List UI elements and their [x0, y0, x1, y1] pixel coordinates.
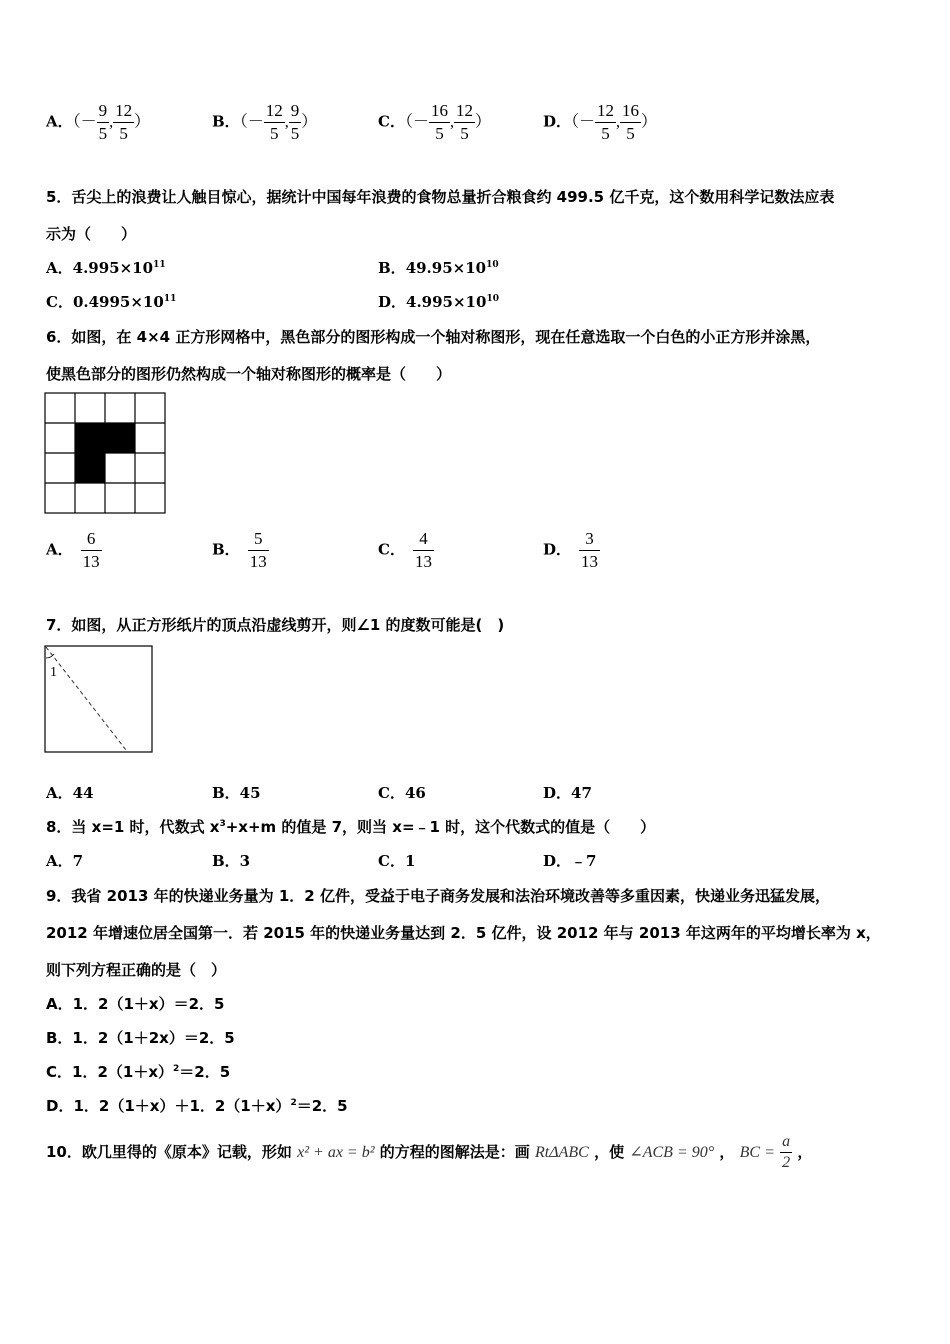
q4-option-c: C．（－ $\frac{16}{5}$ , $\frac{12}{5}$ ）: [378, 101, 491, 143]
q8-option-a: A．7: [46, 852, 84, 870]
fraction: $\frac{16}{5}$: [622, 101, 640, 143]
q7-option-b: B．45: [212, 784, 261, 802]
q4-option-a: A．（－ $\frac{9}{5}$ , $\frac{12}{5}$ ）: [46, 101, 151, 143]
square-paper-figure: [44, 645, 154, 755]
q5-stem-line1: 5．舌尖上的浪费让人触目惊心，据统计中国每年浪费的食物总量折合粮食约 499.5 亿千克，这个数用科学记数法应表: [46, 188, 835, 206]
q5-stem-line2: 示为（ ）: [46, 225, 137, 243]
fraction: $\frac{12}{5}$: [597, 101, 615, 143]
q5-option-c: C．$0.4995\times 10^{11}$: [46, 293, 177, 311]
fraction: $\frac{5}{13}$: [249, 529, 267, 571]
q5-option-a: A．$4.995\times 10^{11}$: [46, 259, 166, 277]
q7-stem: 7．如图，从正方形纸片的顶点沿虚线剪开，则∠1 的度数可能是( ): [46, 616, 505, 634]
q9-option-b: B．1．2（1＋2x）＝2．5: [46, 1029, 235, 1047]
fraction: $\frac{9}{5}$: [290, 101, 300, 143]
angle-arc: [46, 654, 54, 658]
q9-option-d: D．1．2（1＋x）＋1．$2(1+x)^2=2$．5: [46, 1097, 348, 1115]
q4-option-d: D．（－ $\frac{12}{5}$ , $\frac{16}{5}$ ）: [543, 101, 658, 143]
fraction: $\frac{12}{5}$: [455, 101, 473, 143]
q6-option-c: C． $\frac{4}{13}$: [378, 529, 432, 571]
cut-line: [46, 647, 126, 750]
fraction: $\frac{9}{5}$: [98, 101, 108, 143]
q7-option-a: A．44: [46, 784, 94, 802]
q9-stem-line1: 9．我省 2013 年的快递业务量为 1．2 亿件，受益于电子商务发展和法治环境改善等多重因素，快递业务迅猛发展，: [46, 887, 830, 905]
q5-option-d: D．$4.995\times 10^{10}$: [378, 293, 499, 311]
q9-option-a: A．1．2（1＋x）＝2．5: [46, 995, 225, 1013]
q6-stem-line1: 6．如图，在 4×4 正方形网格中，黑色部分的图形构成一个轴对称图形，现在任意选取一个白色的小正方形并涂黑，: [46, 328, 821, 346]
q9-stem-line2: 2012 年增速位居全国第一．若 2015 年的快递业务量达到 2．5 亿件，设 2012 年与 2013 年这两年的平均增长率为 x，: [46, 924, 881, 942]
fraction: $\frac{12}{5}$: [115, 101, 133, 143]
q6-option-b: B． $\frac{5}{13}$: [212, 529, 267, 571]
q7-option-d: D．47: [543, 784, 592, 802]
fraction: $\frac{a}{2}$: [782, 1133, 791, 1171]
q8-option-b: B．3: [212, 852, 251, 870]
q10-angle: ∠ACB = 90°: [629, 1144, 715, 1161]
q6-option-a: A． $\frac{6}{13}$: [46, 529, 100, 571]
q7-option-c: C．46: [378, 784, 426, 802]
fraction: $\frac{4}{13}$: [414, 529, 432, 571]
q8-option-d: D．﹣7: [543, 852, 597, 870]
q9-option-c: C．1．$2(1+x)^2=2$．5: [46, 1063, 231, 1081]
q8-option-c: C．1: [378, 852, 416, 870]
black-cell-left: [75, 453, 105, 483]
fraction: $\frac{3}{13}$: [581, 529, 599, 571]
angle-1-label: 1: [50, 665, 57, 680]
q5-option-b: B．$49.95\times 10^{10}$: [378, 259, 499, 277]
grid-figure: [44, 392, 166, 514]
q9-stem-line3: 则下列方程正确的是（ ）: [46, 961, 227, 979]
q10-stem: 10．欧几里得的《原本》记载，形如 x² + ax = b² 的方程的图解法是：画 RtΔABC ，使 ∠ACB = 90° ， BC = $\frac{a}{2}$ ，: [46, 1133, 813, 1171]
q6-stem-line2: 使黑色部分的图形仍然构成一个轴对称图形的概率是（ ）: [46, 365, 452, 383]
q10-equation: x² + ax = b²: [297, 1144, 375, 1161]
q10-triangle: RtΔABC: [535, 1144, 589, 1161]
q8-stem: 8．当 x=1 时，代数式 $x^3+x+m$ 的值是 7，则当 x=﹣1 时，这个代数式的值是（ ）: [46, 818, 656, 836]
fraction: $\frac{6}{13}$: [82, 529, 100, 571]
q10-bc: BC =: [739, 1144, 775, 1161]
q4-option-b: B．（－ $\frac{12}{5}$ , $\frac{9}{5}$ ）: [212, 101, 318, 143]
fraction: $\frac{16}{5}$: [430, 101, 448, 143]
fraction: $\frac{12}{5}$: [265, 101, 283, 143]
q6-option-d: D． $\frac{3}{13}$: [543, 529, 599, 571]
